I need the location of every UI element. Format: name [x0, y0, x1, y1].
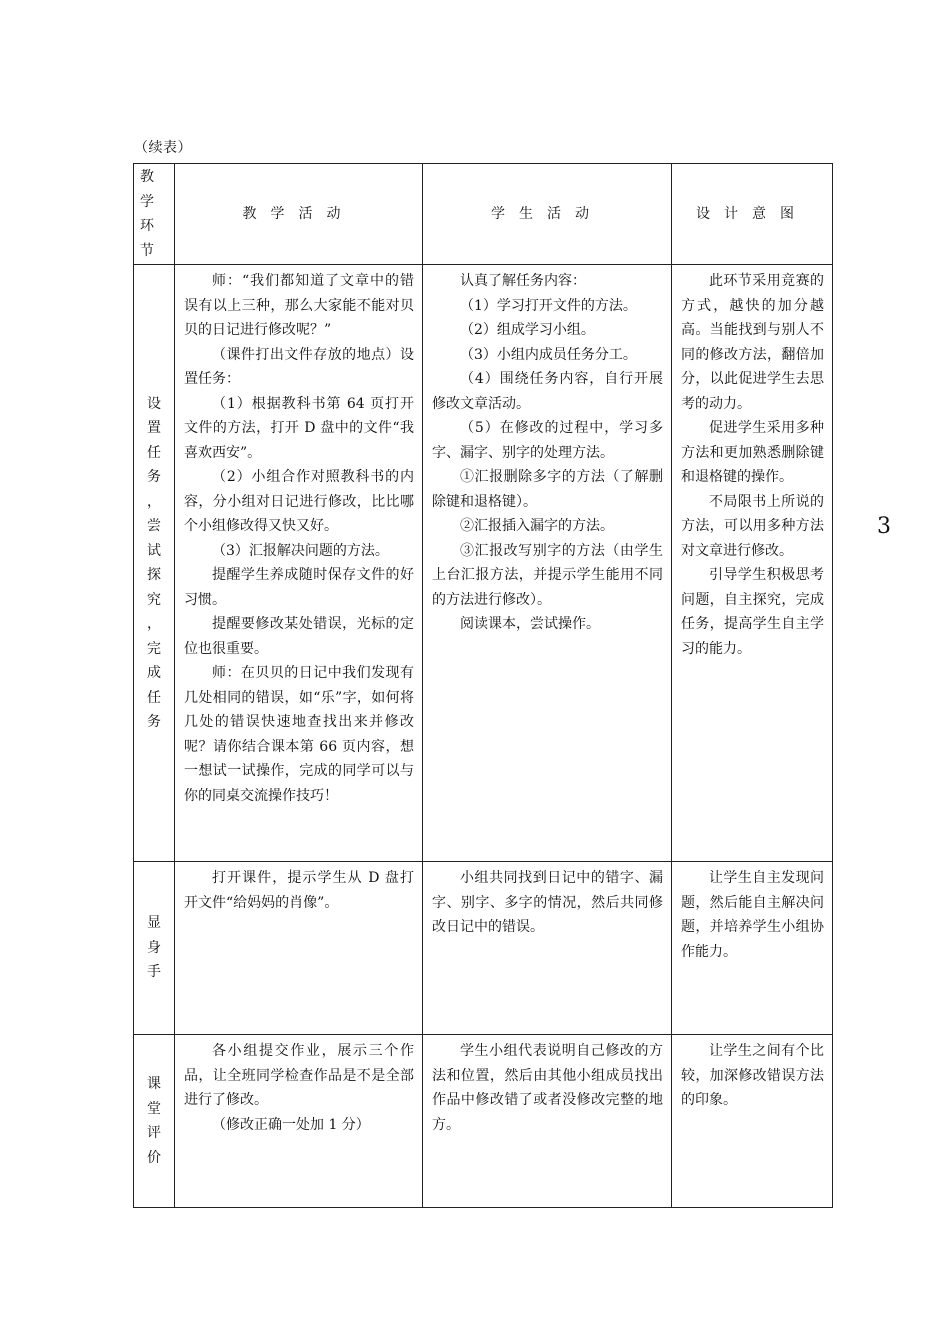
- paragraph: 让学生自主发现问题，然后能自主解决问题，并培养学生小组协作能力。: [681, 870, 824, 960]
- student-activity-cell: [423, 1035, 672, 1208]
- paragraph: ①汇报删除多字的方法（了解删除键和退格键）。: [432, 469, 663, 510]
- paragraph: 提醒学生养成随时保存文件的好习惯。: [184, 567, 414, 608]
- paragraph: （5）在修改的过程中，学习多字、漏字、别字的处理方法。: [432, 420, 663, 461]
- teacher-activity-cell: [175, 1035, 423, 1208]
- teacher-activity-cell: [175, 265, 423, 862]
- paragraph: 打开课件，提示学生从 D 盘打开文件“给妈妈的肖像”。: [184, 870, 414, 911]
- student-activity-cell: [423, 862, 672, 1035]
- stage-cell: [134, 1035, 175, 1208]
- table-row: [134, 1035, 833, 1208]
- paragraph: （2）组成学习小组。: [460, 322, 595, 338]
- stage-char: 务: [147, 469, 161, 485]
- paragraph: （3）小组内成员任务分工。: [460, 346, 637, 363]
- paragraph: 阅读课本，尝试操作。: [460, 616, 600, 632]
- paragraph: 小组共同找到日记中的错字、漏字、别字、多字的情况，然后共同修改日记中的错误。: [432, 870, 663, 935]
- header-student-activity: 学生活动: [423, 164, 672, 265]
- paragraph: （2）小组合作对照教科书的内容，分小组对日记进行修改，比比哪个小组修改得又快又好。: [184, 469, 414, 534]
- header-stage: [134, 164, 175, 265]
- paragraph: 各小组提交作业，展示三个作品，让全班同学检查作品是不是全部进行了修改。: [184, 1043, 414, 1108]
- stage-char: 置: [147, 420, 161, 436]
- design-intent-cell: [672, 1035, 833, 1208]
- stage-char: 身: [147, 939, 161, 956]
- header-design-intent: 设计意图: [672, 164, 833, 265]
- stage-cell: [134, 862, 175, 1035]
- paragraph: ②汇报插入漏字的方法。: [460, 518, 614, 534]
- paragraph: 不局限书上所说的方法，可以用多种方法对文章进行修改。: [681, 493, 824, 559]
- paragraph: 师：“我们都知道了文章中的错误有以上三种，那么大家能不能对贝贝的日记进行修改呢？”: [184, 273, 414, 338]
- stage-char: 设: [147, 395, 161, 412]
- stage-char: 显: [147, 915, 161, 932]
- teacher-activity-cell: [175, 862, 423, 1035]
- stage-char: 价: [147, 1149, 161, 1166]
- header-stage-line: 教学: [140, 169, 168, 210]
- paragraph: 此环节采用竞赛的方式，越快的加分越高。当能找到与别人不同的修改方法，翻倍加分，以此促进学生去思考的动力。: [681, 273, 824, 412]
- stage-char: 任: [147, 689, 161, 706]
- student-activity-cell: [423, 265, 672, 862]
- stage-char: 堂: [147, 1100, 161, 1117]
- stage-char: ，: [147, 493, 161, 510]
- stage-char: 究: [147, 591, 161, 608]
- paragraph: （1）根据教科书第 64 页打开文件的方法，打开 D 盘中的文件“我喜欢西安”。: [184, 395, 414, 461]
- stage-char: 成: [147, 665, 161, 681]
- table-row: [134, 862, 833, 1035]
- paragraph: （1）学习打开文件的方法。: [460, 297, 637, 314]
- stage-char: 完: [147, 640, 161, 657]
- lesson-plan-table: [133, 163, 833, 1208]
- header-stage-line: 环节: [140, 218, 168, 259]
- paragraph: （修改正确一处加 1 分）: [212, 1116, 370, 1133]
- paragraph: 学生小组代表说明自己修改的方法和位置，然后由其他小组成员找出作品中修改错了或者没修改完整的地方。: [432, 1043, 663, 1133]
- design-intent-cell: [672, 265, 833, 862]
- paragraph: ③汇报改写别字的方法（由学生上台汇报方法，并提示学生能用不同的方法进行修改）。: [432, 542, 663, 608]
- paragraph: （课件打出文件存放的地点）设置任务：: [184, 346, 414, 387]
- paragraph: 促进学生采用多种方法和更加熟悉删除键和退格键的操作。: [681, 420, 824, 485]
- paragraph: （4）围绕任务内容，自行开展修改文章活动。: [432, 371, 663, 412]
- stage-char: 任: [147, 444, 161, 461]
- stage-cell: [134, 265, 175, 862]
- paragraph: 认真了解任务内容：: [460, 273, 586, 289]
- stage-char: 试: [147, 542, 161, 559]
- paragraph: 引导学生积极思考问题，自主探究，完成任务，提高学生自主学习的能力。: [681, 567, 824, 657]
- stage-char: 评: [147, 1125, 161, 1141]
- header-row: [134, 164, 833, 265]
- stage-char: 手: [147, 964, 161, 981]
- paragraph: 师：在贝贝的日记中我们发现有几处相同的错误，如“乐”字，如何将几处的错误快速地查找出来并修改呢？请你结合课本第 66 页内容，想一想试一试操作，完成的同学可以与你的同桌交流操作技巧！: [184, 665, 414, 804]
- table-row: [134, 265, 833, 862]
- paragraph: （3）汇报解决问题的方法。: [212, 542, 389, 559]
- stage-char: 务: [147, 714, 161, 730]
- paragraph: 让学生之间有个比较，加深修改错误方法的印象。: [681, 1043, 824, 1108]
- paragraph: 提醒要修改某处错误，光标的定位也很重要。: [184, 616, 414, 657]
- header-teacher-activity: 教学活动: [175, 164, 423, 265]
- page-number: 3: [877, 514, 891, 539]
- stage-char: 探: [147, 567, 161, 583]
- stage-char: 课: [147, 1076, 161, 1092]
- stage-char: 尝: [147, 518, 161, 534]
- table-caption: （续表）: [134, 140, 192, 156]
- stage-char: ，: [147, 616, 161, 632]
- design-intent-cell: [672, 862, 833, 1035]
